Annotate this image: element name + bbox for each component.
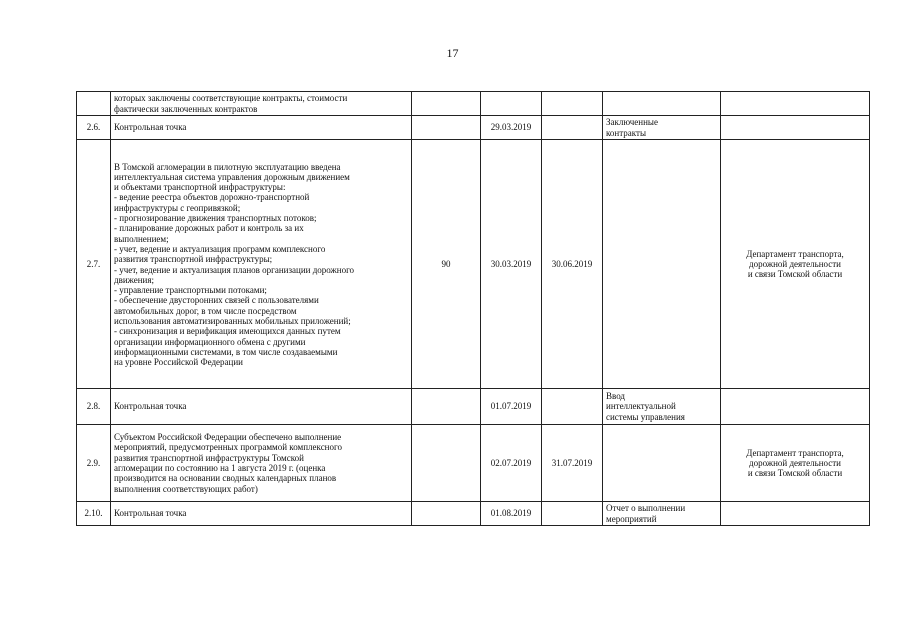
row-description [111, 389, 412, 425]
responsible-text: Департамент транспорта, дорожной деятельности и связи Томской области [746, 248, 844, 280]
row-responsible [721, 389, 870, 425]
row-end-date: 31.07.2019 [542, 425, 603, 502]
row-cost [412, 425, 481, 502]
row-result [603, 425, 721, 502]
row-description [111, 116, 412, 140]
row-end-date [542, 502, 603, 526]
description-text: В Томской агломерации в пилотную эксплуатацию введена интеллектуальная система управления дорожным движением и объектами транспортной инфраструктуры: - ведение реестра объектов дорожно-транспортной инфраструктуры с геопривязкой; - прогнозирование движения транспортных потоков; - планирование дорожных работ и контроль за их выполнением; - учет, ведение и актуализация программ комплексного развития транспортной инфраструктуры; - учет, ведение и актуализация планов организации дорожного движения; - управление транспортными потоками; - обеспечение двусторонних связей с пользователями автомобильных дорог, в том числе посредством использования автоматизированных мобильных приложений; - синхронизация и верификация имеющихся данных путем организации информационного обмена с другими информационными системами, в том числе создаваемыми на уровне Российской Федерации [114, 161, 355, 368]
row-cost [412, 502, 481, 526]
row-number: 2.8. [77, 389, 111, 425]
description-text: которых заключены соответствующие контракты, стоимости фактически заключенных контрактов [114, 93, 348, 114]
row-cost [412, 389, 481, 425]
row-result [603, 140, 721, 389]
row-responsible [721, 92, 870, 116]
description-text: Контрольная точка [114, 122, 187, 133]
description-text: Контрольная точка [114, 508, 187, 519]
table-row [77, 502, 870, 526]
row-end-date [542, 92, 603, 116]
row-start-date: 29.03.2019 [481, 116, 542, 140]
row-description [111, 425, 412, 502]
row-description [111, 92, 412, 116]
row-responsible [721, 502, 870, 526]
table-row [77, 140, 870, 389]
row-cost: 90 [412, 140, 481, 389]
row-result [603, 92, 721, 116]
responsible-text: Департамент транспорта, дорожной деятельности и связи Томской области [746, 447, 844, 479]
row-result [603, 502, 721, 526]
description-text: Субъектом Российской Федерации обеспечено выполнение мероприятий, предусмотренных программой комплексного развития транспортной инфраструктуры Томской агломерации по состоянию на 1 августа 2019 г. (оценка производится на основании сводных календарных планов выполнения соответствующих работ) [114, 432, 342, 494]
row-end-date [542, 116, 603, 140]
page-number: 17 [446, 46, 459, 60]
row-responsible [721, 425, 870, 502]
row-description [111, 502, 412, 526]
table-row [77, 92, 870, 116]
description-text: Контрольная точка [114, 401, 187, 412]
result-text: Ввод интеллектуальной системы управления [606, 391, 685, 422]
row-result [603, 389, 721, 425]
row-start-date: 01.07.2019 [481, 389, 542, 425]
plan-table [76, 91, 870, 526]
table-row [77, 116, 870, 140]
row-responsible [721, 140, 870, 389]
row-number: 2.10. [77, 502, 111, 526]
row-cost [412, 116, 481, 140]
row-number: 2.7. [77, 140, 111, 389]
row-number: 2.6. [77, 116, 111, 140]
row-number [77, 92, 111, 116]
row-end-date [542, 389, 603, 425]
row-start-date: 30.03.2019 [481, 140, 542, 389]
result-text: Отчет о выполнении мероприятий [606, 503, 686, 524]
row-start-date: 02.07.2019 [481, 425, 542, 502]
row-start-date [481, 92, 542, 116]
row-end-date: 30.06.2019 [542, 140, 603, 389]
row-number: 2.9. [77, 425, 111, 502]
table-row [77, 389, 870, 425]
row-start-date: 01.08.2019 [481, 502, 542, 526]
row-responsible [721, 116, 870, 140]
result-text: Заключенные контракты [606, 117, 658, 138]
table-row [77, 425, 870, 502]
row-cost [412, 92, 481, 116]
row-result [603, 116, 721, 140]
row-description [111, 140, 412, 389]
